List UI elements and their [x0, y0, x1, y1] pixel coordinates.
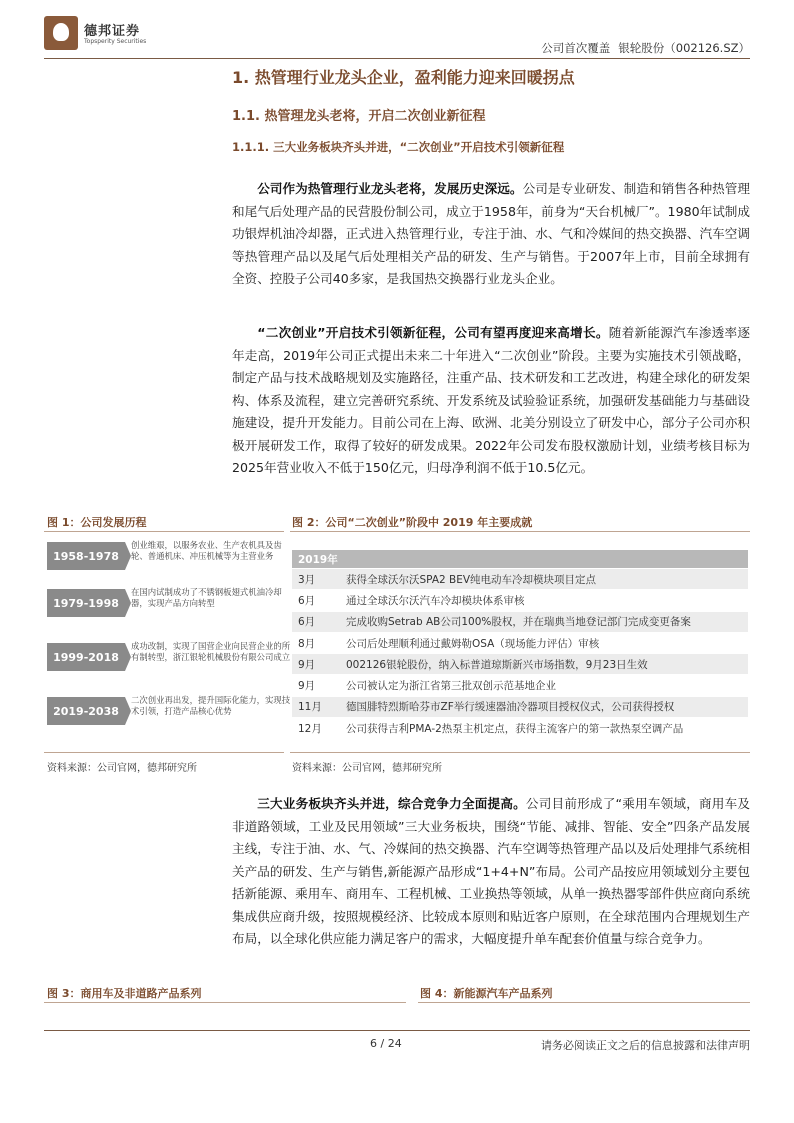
figure-2-title: 图 2：公司“二次创业”阶段中 2019 年主要成就	[292, 516, 533, 529]
row-month: 12月	[292, 718, 340, 739]
table-year: 2019年	[292, 550, 748, 569]
paragraph-body: 公司是专业研发、制造和销售各种热管理和尾气后处理产品的民营股份制公司，成立于1958年，前身为“天台机械厂”。1980年试制成功银焊机油冷却器，正式进入热管理行业，专注于油、水、气和冷媒间的热交换器、汽车空调等热管理产品以及尾气后处理相关产品的研发、生产与销售。于2007年上市，目前全球拥有全资、控股子公司40多家，是我国热交换器行业龙头企业。	[232, 181, 751, 286]
row-month: 6月	[292, 611, 340, 632]
header-info	[533, 40, 750, 56]
row-event: 获得全球沃尔沃SPA2 BEV纯电动车冷却模块项目定点	[340, 569, 748, 590]
row-month: 8月	[292, 632, 340, 653]
table-header-row	[292, 550, 748, 569]
figure-1-rule	[44, 531, 284, 532]
paragraph-lead: 公司作为热管理行业龙头老将，发展历史深远。	[257, 181, 523, 196]
timeline-desc: 在国内试制成功了不锈钢板翅式机油冷却器，实现产品方向转型	[131, 587, 282, 608]
timeline-desc: 成功改制，实现了国营企业向民营企业的所有制转型，浙江银轮机械股份有限公司成立	[131, 641, 291, 662]
timeline-period: 1958-1978	[47, 542, 125, 570]
table-row	[292, 718, 748, 739]
row-month: 3月	[292, 569, 340, 590]
figure-2-source: 资料来源：公司官网，德邦研究所	[292, 763, 442, 774]
timeline-period: 2019-2038	[47, 697, 125, 725]
logo-text-en: Topsperity Securities	[84, 38, 147, 45]
row-month: 6月	[292, 590, 340, 611]
table-row	[292, 611, 748, 632]
footer-divider	[44, 1030, 750, 1031]
row-event: 公司后处理顺利通过戴姆勒OSA（现场能力评估）审核	[340, 632, 748, 653]
paragraph-lead: “二次创业”开启技术引领新征程，公司有望再度迎来高增长。	[257, 325, 609, 340]
section-heading-1: 1. 热管理行业龙头企业，盈利能力迎来回暖拐点	[232, 68, 575, 87]
figure-4-title: 图 4：新能源汽车产品系列	[420, 987, 553, 1000]
paragraph-business-segments	[232, 793, 750, 951]
timeline-item	[47, 695, 291, 739]
timeline-period: 1999-2018	[47, 643, 125, 671]
company-logo	[44, 16, 147, 52]
table-row	[292, 654, 748, 675]
row-month: 9月	[292, 654, 340, 675]
section-heading-1-1-1: 1.1.1. 三大业务板块齐头并进，“二次创业”开启技术引领新征程	[232, 140, 565, 154]
row-month: 11月	[292, 696, 340, 717]
logo-text-cn: 德邦证券	[84, 24, 141, 39]
paragraph-body: 随着新能源汽车渗透率逐年走高，2019年公司正式提出未来二十年进入“二次创业”阶段。主要为实施技术引领战略，制定产品与技术战略规划及实施路径，注重产品、技术研发和工艺改进，构建全球化的研发架构、体系及流程，建立完善研究系统、开发系统及试验验证系统，加强研发基础能力与基础设施建设，提升开发能力。目前公司在上海、欧洲、北美分别设立了研发中心，部分子公司亦积极开展研发工作，取得了较好的研发成果。2022年公司发布股权激励计划，业绩考核目标为2025年营业收入不低于150亿元，归母净利润不低于10.5亿元。	[232, 325, 751, 475]
figure-4-rule	[418, 1002, 750, 1003]
paragraph-body: 公司目前形成了“乘用车领域，商用车及非道路领域，工业及民用领域”三大业务板块，围绕“节能、减排、智能、安全”四条产品发展主线，专注于油、水、气、冷媒间的热交换器、汽车空调等热管理产品以及后处理排气系统相关产品的研发、生产与销售,新能源产品形成“1+4+N”布局。公司产品按应用领域划分主要包括新能源、乘用车、商用车、工程机械、工业换热等领域，从单一换热器零部件供应商向系统集成供应商升级，按照规模经济、比较成本原则和贴近客户原则，在全球范围内合理规划生产布局，以全球化供应能力满足客户的需求，大幅度提升单车配套价值量与综合竞争力。	[232, 796, 750, 946]
row-event: 通过全球沃尔沃汽车冷却模块体系审核	[340, 590, 748, 611]
paragraph-second-venture	[232, 322, 750, 480]
timeline-item	[47, 542, 280, 584]
figure-1-bottom-rule	[44, 752, 284, 753]
section-heading-1-1: 1.1. 热管理龙头老将，开启二次创业新征程	[232, 109, 486, 124]
company-name: 银轮股份（002126.SZ）	[618, 41, 750, 55]
footer-disclaimer: 请务必阅读正文之后的信息披露和法律声明	[541, 1039, 750, 1052]
table-row	[292, 590, 748, 611]
figure-2-bottom-rule	[290, 752, 750, 753]
achievements-table	[292, 550, 748, 739]
row-event: 公司被认定为浙江省第三批双创示范基地企业	[340, 675, 748, 696]
paragraph-history	[232, 178, 750, 291]
timeline-desc: 创业维艰，以服务农业、生产农机具及齿轮、普通机床、冲压机械等为主营业务	[131, 540, 282, 561]
row-event: 完成收购Setrab AB公司100%股权，并在瑞典当地登记部门完成变更备案	[340, 611, 748, 632]
paragraph-lead: 三大业务板块齐头并进，综合竞争力全面提高。	[257, 796, 526, 811]
timeline-item	[47, 589, 280, 631]
table-row	[292, 569, 748, 590]
row-event: 德国腓特烈斯哈芬市ZF举行缓速器油冷器项目授权仪式，公司获得授权	[340, 696, 748, 717]
figure-1-title: 图 1：公司发展历程	[47, 516, 147, 529]
timeline-period: 1979-1998	[47, 589, 125, 617]
table-row	[292, 675, 748, 696]
figure-2-rule	[290, 531, 750, 532]
table-row	[292, 632, 748, 653]
doc-type: 公司首次覆盖	[541, 41, 611, 55]
figure-3-rule	[44, 1002, 406, 1003]
row-event: 002126银轮股份，纳入标普道琼斯新兴市场指数，9月23日生效	[340, 654, 748, 675]
header-divider	[44, 58, 750, 59]
row-month: 9月	[292, 675, 340, 696]
row-event: 公司获得吉利PMA-2热泵主机定点，获得主流客户的第一款热泵空调产品	[340, 718, 748, 739]
figure-1-source: 资料来源：公司官网，德邦研究所	[47, 763, 197, 774]
figure-3-title: 图 3：商用车及非道路产品系列	[47, 987, 202, 1000]
timeline-item	[47, 641, 291, 685]
logo-mark-icon	[44, 16, 78, 50]
page-number: 6 / 24	[370, 1037, 402, 1050]
table-row	[292, 696, 748, 717]
timeline-desc: 二次创业再出发，提升国际化能力，实现技术引领，打造产品核心优势	[131, 695, 291, 716]
